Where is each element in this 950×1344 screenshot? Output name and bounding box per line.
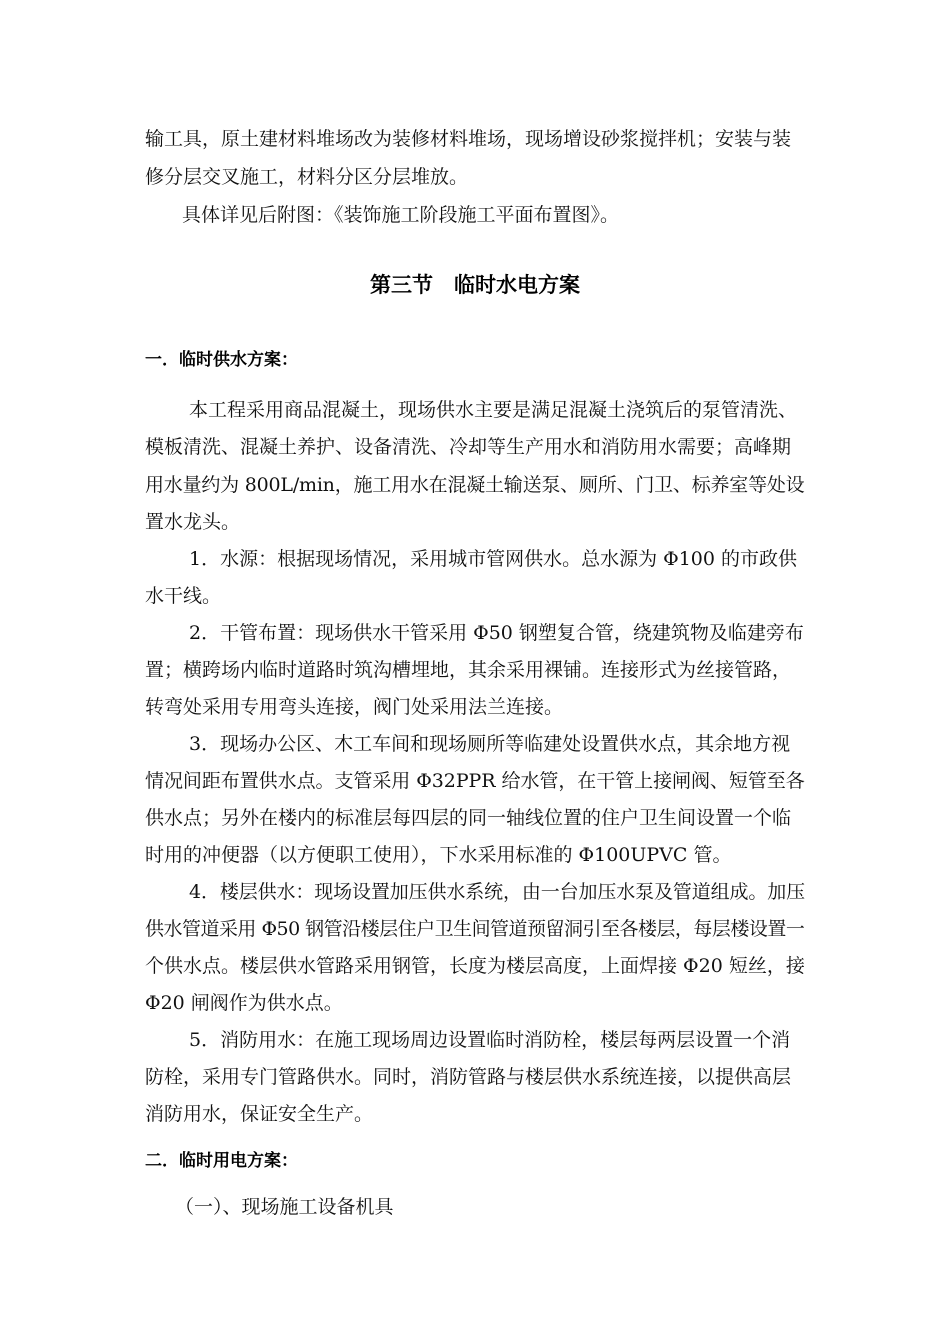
item2-line-3: 转弯处采用专用弯头连接，阀门处采用法兰连接。 xyxy=(145,696,564,718)
section-title: 第三节 临时水电方案 xyxy=(370,273,580,297)
item1-line-2: 水干线。 xyxy=(145,585,222,607)
item5-line-2: 防栓，采用专门管路供水。同时，消防管路与楼层供水系统连接，以提供高层 xyxy=(145,1066,792,1088)
item5-line-3: 消防用水，保证安全生产。 xyxy=(145,1103,374,1125)
top-line-3: 具体详见后附图：《装饰施工阶段施工平面布置图》。 xyxy=(182,204,620,226)
item4-line-3: 个供水点。楼层供水管路采用钢管，长度为楼层高度，上面焊接 Φ20 短丝，接 xyxy=(145,955,805,977)
item5-line-1: 5．消防用水：在施工现场周边设置临时消防栓，楼层每两层设置一个消 xyxy=(189,1029,791,1051)
item3-line-3: 供水点；另外在楼内的标准层每四层的同一轴线位置的住户卫生间设置一个临 xyxy=(145,807,792,829)
top-line-2: 修分层交叉施工，材料分区分层堆放。 xyxy=(145,166,469,188)
item3-line-1: 3．现场办公区、木工车间和现场厕所等临建处设置供水点，其余地方视 xyxy=(189,733,791,755)
top-line-1: 输工具，原土建材料堆场改为装修材料堆场，现场增设砂浆搅拌机；安装与装 xyxy=(145,128,792,150)
water-heading: 一．临时供水方案： xyxy=(145,350,298,370)
item4-line-2: 供水管道采用 Φ50 钢管沿楼层住户卫生间管道预留洞引至各楼层，每层楼设置一 xyxy=(145,918,805,940)
water-intro-line-1: 本工程采用商品混凝土，现场供水主要是满足混凝土浇筑后的泵管清洗、 xyxy=(189,399,798,421)
item1-line-1: 1．水源：根据现场情况，采用城市管网供水。总水源为 Φ100 的市政供 xyxy=(189,548,798,570)
item3-line-4: 时用的冲便器（以方便职工使用），下水采用标准的 Φ100UPVC 管。 xyxy=(145,844,732,866)
power-sub-1: （一）、现场施工设备机具 xyxy=(175,1196,394,1218)
water-intro-line-3: 用水量约为 800L/min，施工用水在混凝土输送泵、厕所、门卫、标养室等处设 xyxy=(145,474,805,496)
item3-line-2: 情况间距布置供水点。支管采用 Φ32PPR 给水管，在干管上接闸阀、短管至各 xyxy=(145,770,805,792)
item2-line-1: 2．干管布置：现场供水干管采用 Φ50 钢塑复合管，绕建筑物及临建旁布 xyxy=(189,622,804,644)
water-intro-line-4: 置水龙头。 xyxy=(145,511,241,533)
power-heading: 二．临时用电方案： xyxy=(145,1151,298,1171)
water-intro-line-2: 模板清洗、混凝土养护、设备清洗、冷却等生产用水和消防用水需要；高峰期 xyxy=(145,436,792,458)
item4-line-1: 4．楼层供水：现场设置加压供水系统，由一台加压水泵及管道组成。加压 xyxy=(189,881,805,903)
item4-line-4: Φ20 闸阀作为供水点。 xyxy=(145,992,343,1014)
item2-line-2: 置；横跨场内临时道路时筑沟槽埋地，其余采用裸铺。连接形式为丝接管路， xyxy=(145,659,792,681)
